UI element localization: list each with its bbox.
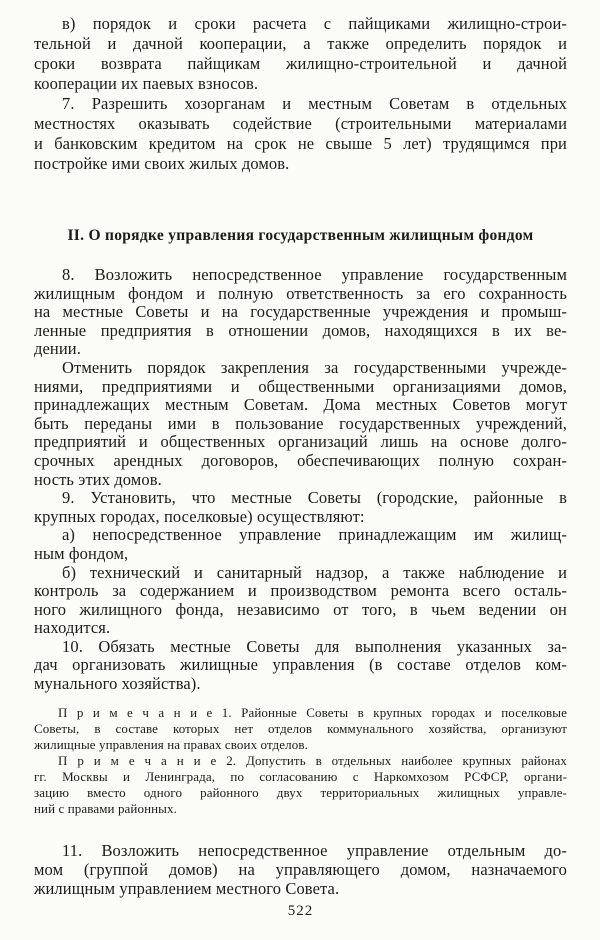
text-line: крупных городах, поселковые) осуществляют: bbox=[34, 506, 365, 526]
clause-11-paragraph bbox=[34, 841, 567, 898]
text-line: жилищные управления на правах своих отделов. bbox=[34, 736, 308, 752]
note-2 bbox=[34, 753, 567, 817]
text-line: П р и м е ч а н и е 2. Допустить в отдельных наиболее крупных районах bbox=[58, 752, 567, 768]
text-line: 10. Обязать местные Советы для выполнения указанных за- bbox=[62, 636, 567, 656]
text-line: Советы, в составе которых нет отделов коммунального хозяйства, организуют bbox=[34, 720, 567, 736]
clause-7-paragraph bbox=[34, 94, 567, 174]
text-line: срочных арендных договоров, обеспечивающих полную сохран- bbox=[34, 450, 567, 470]
page-number: 522 bbox=[287, 902, 314, 919]
text-line: ным фондом, bbox=[34, 543, 129, 563]
text-line: ность этих домов. bbox=[34, 469, 162, 489]
clause-9a-subparagraph bbox=[34, 526, 567, 563]
text-line: Отменить порядок закрепления за государственными учрежде- bbox=[62, 357, 567, 377]
text-line: П р и м е ч а н и е 1. Районные Советы в крупных городах и поселковые bbox=[58, 704, 567, 720]
text-line: быть переданы ими в пользование государственных учреждений, bbox=[34, 413, 567, 433]
text-line: дач организовать жилищные управления (в составе отделов ком- bbox=[34, 655, 567, 675]
text-line: жилищным управлением местного Совета. bbox=[34, 878, 340, 898]
clause-9-paragraph bbox=[34, 489, 567, 526]
text-line: мом (группой домов) на управляющего домом, назначаемого bbox=[34, 859, 567, 879]
clause-8-paragraph bbox=[34, 266, 567, 359]
text-line: принадлежащих местным Советам. Дома местных Советов могут bbox=[34, 395, 567, 415]
text-line: жилищным фондом и полную ответственность за его сохранность bbox=[34, 283, 567, 303]
text-line: в) порядок и сроки расчета с пайщиками жилищно-строи- bbox=[62, 14, 567, 33]
text-line: постройке ими своих жилых домов. bbox=[34, 154, 290, 173]
text-line: а) непосредственное управление принадлежащим им жилищ- bbox=[62, 525, 567, 545]
text-line: контроль за содержанием и производством ремонта всего осталь- bbox=[34, 581, 567, 601]
text-line: гг. Москвы и Ленинграда, по согласованию с Наркомхозом РСФСР, органи- bbox=[34, 768, 567, 784]
clause-9b-subparagraph bbox=[34, 564, 567, 638]
text-line: 7. Разрешить хозорганам и местным Советам в отдельных bbox=[62, 94, 567, 113]
text-line: 11. Возложить непосредственное управление отдельным до- bbox=[62, 840, 567, 860]
text-line: ний с правами районных. bbox=[34, 800, 177, 816]
text-line: ного жилищного фонда, независимо от того, в чьем ведении он bbox=[34, 599, 567, 619]
text-line: сроки возврата пайщикам жилищно-строительной и дачной bbox=[34, 54, 567, 73]
text-line: мунального хозяйства). bbox=[34, 674, 201, 694]
text-line: дении. bbox=[34, 339, 81, 359]
clause-10-paragraph bbox=[34, 638, 567, 694]
text-line: 9. Установить, что местные Советы (городские, районные в bbox=[62, 488, 567, 508]
clause-v-paragraph bbox=[34, 14, 567, 94]
text-line: на местные Советы и на государственные учреждения и промыш- bbox=[34, 302, 567, 322]
text-line: зацию вместо одного районного двух территориальных жилищных управле- bbox=[34, 784, 567, 800]
text-line: кооперации их паевых взносов. bbox=[34, 74, 259, 93]
text-line: местностях оказывать содействие (строительными материалами bbox=[34, 114, 567, 133]
text-line: б) технический и санитарный надзор, а также наблюдение и bbox=[62, 562, 567, 582]
note-1 bbox=[34, 705, 567, 753]
text-line: тельной и дачной кооперации, а также определить порядок и bbox=[34, 34, 567, 53]
text-line: ниями, предприятиями и общественными организациями домов, bbox=[34, 376, 567, 396]
notes-block bbox=[34, 705, 567, 817]
text-line: предприятий и общественных организаций лишь на основе долго- bbox=[34, 432, 567, 452]
text-line: ленные предприятия в отношении домов, находящихся в их ве- bbox=[34, 320, 567, 340]
text-line: 8. Возложить непосредственное управление государственным bbox=[62, 265, 567, 284]
section-heading: II. О порядке управления государственным жилищным фондом bbox=[67, 227, 534, 244]
text-line: находится. bbox=[34, 618, 111, 638]
text-line: и банковским кредитом на срок не свыше 5 лет) трудящимся при bbox=[34, 134, 567, 153]
clause-8-continuation-paragraph bbox=[34, 359, 567, 489]
